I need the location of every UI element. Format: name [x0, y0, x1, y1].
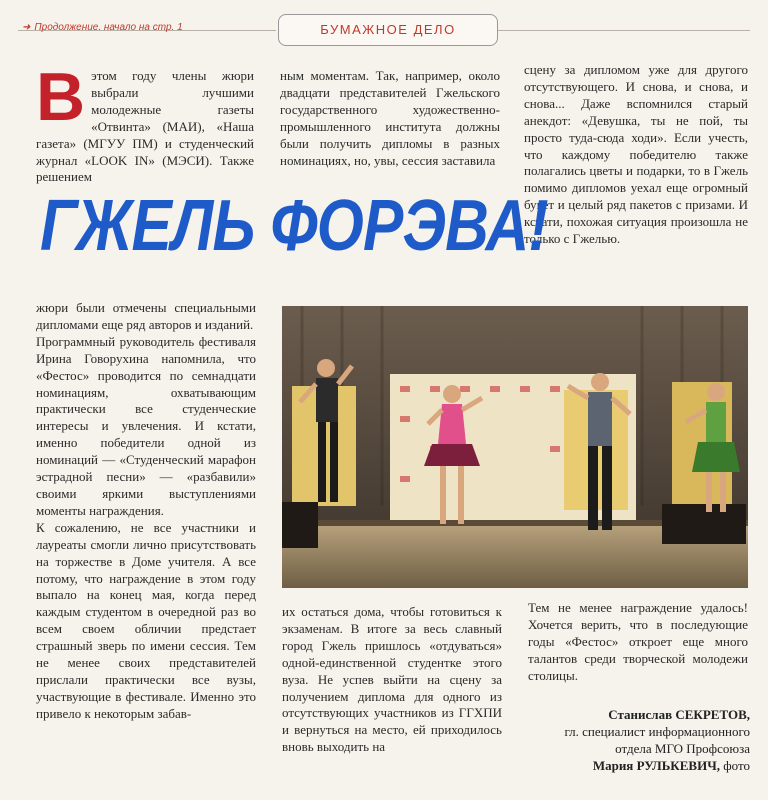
byline	[528, 706, 750, 774]
middle-column-bottom: их остаться дома, чтобы готовиться к экзаменам. В итоге за весь славный город Гжель пришлось «отдуваться» одной-единственной студентке этого вуза. Не успев выйти на сцену за получением диплома для одного из отсутствующих участников из ГГХПИ и вернуться на место, ей приходилось вновь выходить на	[282, 604, 502, 755]
author-role: гл. специалист информационного отдела МГО Профсоюза	[564, 724, 750, 756]
right-column-bottom: Тем не менее награждение удалось! Хочется верить, что в последующие годы «Фестос» откроет еще много талантов среди творческой молодежи столицы.	[528, 600, 748, 683]
arrow-icon: ➜	[22, 22, 31, 33]
left-paragraph-3: К сожалению, не все участники и лауреаты смогли лично присутствовать на торжестве в Доме учителя. А все потому, что награждение в этом году выпало на конец мая, когда перед каждым студентом в очередной раз во всем своем обличии предстает страшный зверь по имени сессия. Тем не менее своих представителей прислали практически все вузы, участвующие в фестивале. Именно это привело к некоторым забав-	[36, 519, 256, 721]
author-name: Станислав СЕКРЕТОВ,	[608, 707, 750, 722]
continuation-text: Продолжение. начало на стр. 1	[34, 22, 183, 33]
drop-cap: В	[36, 59, 86, 135]
col1-intro-text: этом году члены жюри выбрали лучшими молодежные газеты «Отвинта» (МАИ), «Наша газета» (МГУУ ПМ) и студенческий журнал «LOOK IN» (МЭСИ). Также решением	[36, 68, 254, 185]
photographer-name: Мария РУЛЬКЕВИЧ,	[592, 758, 720, 773]
column-2-intro: ным моментам. Так, например, около двадцати представителей Гжельского государственного художественно-промышленного института должны были получить дипломы в разных номинациях, но, увы, сессия заставила	[280, 68, 500, 168]
photo-credit-word: фото	[723, 758, 750, 773]
stage-photo	[282, 306, 748, 588]
stage-photo-icon	[282, 306, 748, 588]
column-3-intro: сцену за дипломом уже для другого отсутствующего. И снова, и снова, и снова... Даже вспомнился старый анекдот: «Девушка, ты не пой, ты просто туда-сюда ходи». Если учесть, что каждому победителю также полагались цветы и подарки, то в Гжель помимо дипломов уехал еще огромный букет и целый ряд пакетов с призами. И кстати, похожая ситуация произошла не только с Гжелью.	[524, 62, 748, 247]
section-title: БУМАЖНОЕ ДЕЛО	[278, 14, 498, 46]
left-paragraph-1: жюри были отмечены специальными дипломами еще ряд авторов и изданий.	[36, 300, 256, 332]
column-1-intro	[36, 59, 254, 186]
continuation-note	[22, 22, 183, 33]
header-rule-right	[498, 30, 750, 31]
left-column-body	[36, 300, 256, 723]
left-paragraph-2: Программный руководитель фестиваля Ирина Говорухина напомнила, что «Фестос» проводится по семнадцати номинациям, охватывающим практически все студенческие интересы и увлечения. И кстати, именно победители одной из номинаций — «Студенческий марафон эстрадной песни» — «разбавили» своими яркими выступлениями моменты награждения.	[36, 333, 256, 518]
article-headline: ГЖЕЛЬ ФОРЭВА!	[40, 186, 548, 266]
